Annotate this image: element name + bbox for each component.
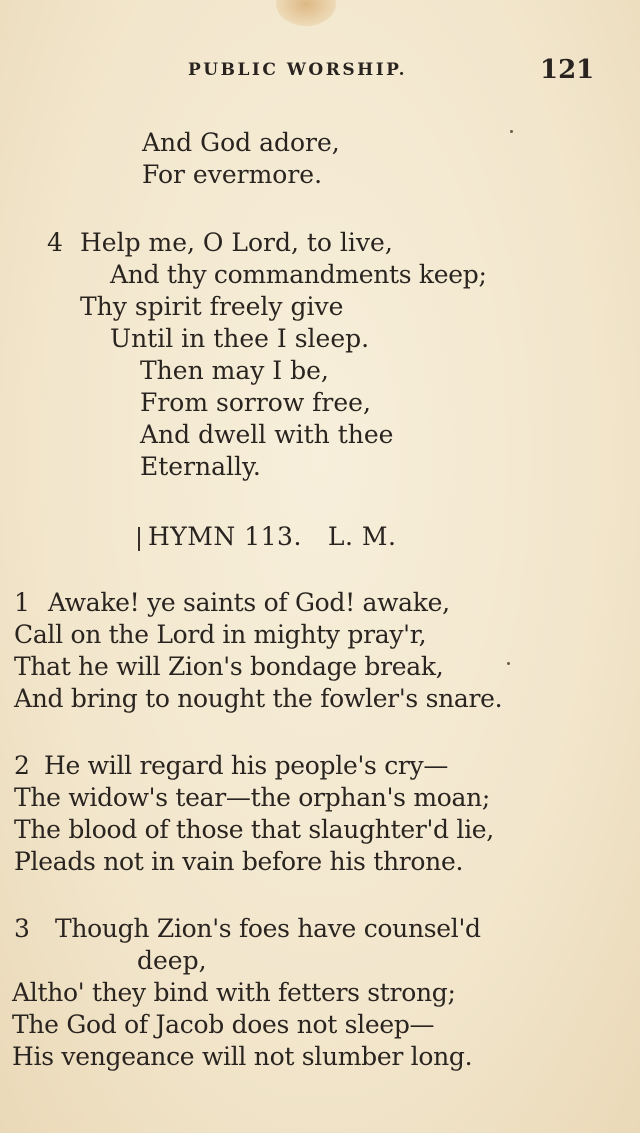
verse-line: Call on the Lord in mighty pray'r,	[14, 620, 427, 649]
print-mark	[138, 527, 140, 551]
verse-line: deep,	[137, 946, 207, 975]
verse-line: Eternally.	[140, 452, 261, 481]
verse-line: Pleads not in vain before his throne.	[14, 847, 464, 876]
hymn-title: HYMN 113.	[148, 522, 302, 551]
verse-line: For evermore.	[142, 160, 323, 189]
verse-line: The widow's tear—the orphan's moan;	[14, 783, 491, 812]
verse-line: He will regard his people's cry—	[44, 751, 449, 780]
verse-line: From sorrow free,	[140, 388, 371, 417]
verse-line: Thy spirit freely give	[80, 292, 344, 321]
ink-speck	[510, 130, 513, 133]
running-title: PUBLIC WORSHIP.	[188, 60, 408, 80]
verse-line: Help me, O Lord, to live,	[80, 228, 393, 257]
stanza-number: 1	[14, 588, 30, 617]
stanza-number: 2	[14, 751, 30, 780]
hymn-meter: L. M.	[327, 522, 397, 551]
verse-line: The God of Jacob does not sleep—	[12, 1010, 435, 1039]
verse-line: Until in thee I sleep.	[110, 324, 370, 353]
verse-line: Though Zion's foes have counsel'd	[55, 914, 481, 943]
ink-speck	[507, 662, 510, 665]
stanza-number: 4	[47, 228, 63, 257]
page-number: 121	[540, 55, 595, 85]
verse-line: That he will Zion's bondage break,	[14, 652, 444, 681]
verse-line: And thy commandments keep;	[110, 260, 487, 289]
verse-line: And God adore,	[142, 128, 340, 157]
verse-line: And dwell with thee	[140, 420, 394, 449]
hymn-heading	[148, 522, 396, 551]
stanza-number: 3	[14, 914, 30, 943]
verse-line: Altho' they bind with fetters strong;	[12, 978, 456, 1007]
verse-line: Then may I be,	[140, 356, 329, 385]
verse-line: Awake! ye saints of God! awake,	[48, 588, 450, 617]
verse-line: And bring to nought the fowler's snare.	[14, 684, 503, 713]
verse-line: The blood of those that slaughter'd lie,	[14, 815, 494, 844]
verse-line: His vengeance will not slumber long.	[12, 1042, 473, 1071]
page-stain	[276, 0, 336, 26]
